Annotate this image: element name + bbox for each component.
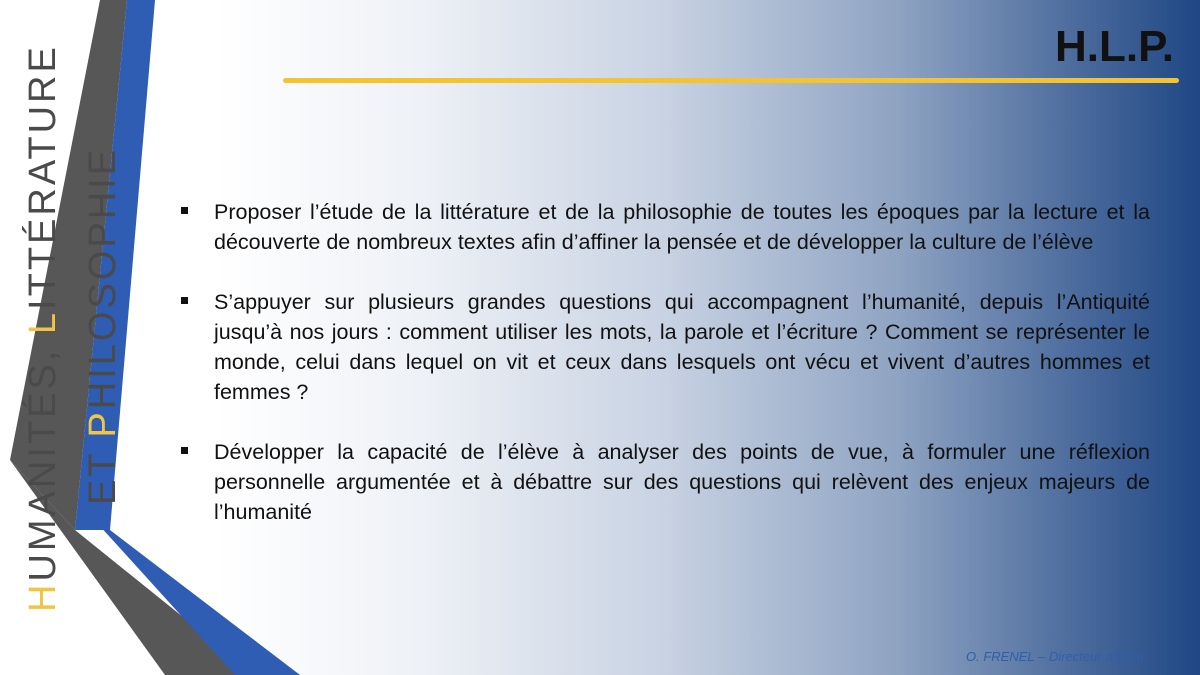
square-bullet-icon — [181, 207, 188, 214]
bullet-point — [176, 287, 1150, 407]
square-bullet-icon — [181, 447, 188, 454]
bullet-point — [176, 197, 1150, 257]
square-bullet-icon — [181, 297, 188, 304]
bullet-text: S’appuyer sur plusieurs grandes questions qui accompagnent l’humanité, depuis l’Antiquité jusqu’à nos jours : comment utiliser les mots, la parole et l’écriture ? Comment se représenter le monde, celui dans lequel on vit et ceux dans lesquels ont vécu et vivent d’autres hommes et femmes ? — [214, 290, 1150, 404]
bullet-list — [176, 197, 1150, 557]
vertical-title-segment: ITTÉRATURE — [22, 44, 64, 310]
footer-author: O. FRENEL – Directeur adjoint — [966, 649, 1144, 664]
vertical-title-line-1 — [22, 44, 65, 612]
slide-title: H.L.P. — [1054, 22, 1174, 71]
bullet-text: Développer la capacité de l’élève à analyser des points de vue, à formuler une réflexion personnelle argumentée et à débattre sur des questions qui relèvent des enjeux majeurs de l’humanité — [214, 440, 1150, 524]
bullet-point — [176, 437, 1150, 527]
bullet-text: Proposer l’étude de la littérature et de la philosophie de toutes les époques par la lecture et la découverte de nombreux textes afin d’affiner la pensée et de développer la culture de l’élève — [214, 200, 1150, 254]
vertical-title-segment: P — [82, 409, 124, 438]
vertical-title-segment: UMANITÉS, — [22, 334, 64, 582]
title-underline — [283, 78, 1179, 83]
vertical-title-segment: ET — [82, 437, 124, 505]
vertical-title-segment: L — [22, 309, 64, 335]
vertical-title-segment: H — [22, 581, 64, 612]
vertical-title-segment: HILOSOPHIE — [82, 146, 124, 410]
vertical-title-line-2 — [82, 147, 125, 505]
